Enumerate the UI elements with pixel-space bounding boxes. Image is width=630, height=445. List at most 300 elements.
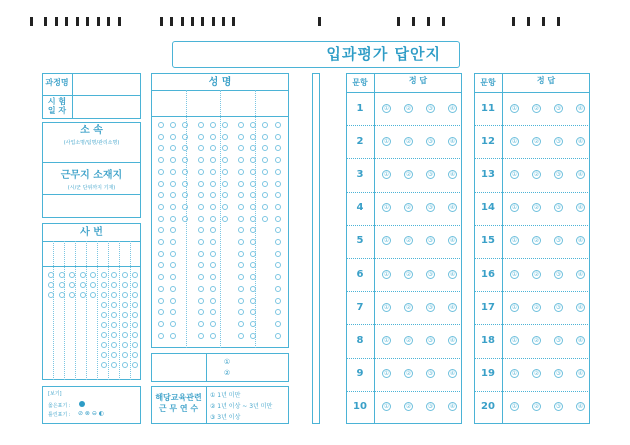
answer-bubble[interactable]: ② (533, 237, 540, 245)
name-bubble[interactable] (158, 286, 164, 292)
employee-no-bubble[interactable] (111, 352, 117, 358)
name-bubble[interactable] (198, 333, 204, 339)
name-bubble[interactable] (158, 204, 164, 210)
timing-mark (55, 17, 58, 26)
name-bubble[interactable] (238, 181, 244, 187)
employee-no-bubble[interactable] (122, 282, 128, 288)
experience-option-3[interactable]: ③ 3년 이상 (210, 414, 241, 421)
answer-bubble[interactable]: ③ (427, 337, 434, 344)
name-bubble[interactable] (250, 333, 256, 339)
answer-bubble[interactable]: ④ (577, 204, 584, 212)
name-bubble[interactable] (262, 122, 268, 128)
answer-bubble[interactable]: ② (533, 171, 540, 178)
name-bubble[interactable] (170, 181, 176, 187)
employee-no-bubble[interactable] (132, 362, 138, 368)
answer-bubble[interactable]: ③ (427, 303, 434, 311)
employee-no-bubble[interactable] (101, 312, 107, 318)
name-bubble[interactable] (222, 204, 228, 210)
employee-no-bubble[interactable] (101, 362, 107, 368)
name-label: 성 명 (208, 77, 232, 88)
answer-bubble[interactable]: ③ (555, 403, 562, 411)
name-bubble[interactable] (250, 286, 256, 292)
name-bubble[interactable] (170, 286, 176, 292)
question-number: 11 (481, 102, 495, 114)
answer-bubble[interactable]: ④ (449, 171, 456, 178)
timing-mark (181, 17, 184, 26)
employee-no-bubble[interactable] (132, 332, 138, 338)
timing-mark (65, 17, 68, 26)
answer-bubble[interactable]: ④ (577, 237, 584, 245)
timing-mark (97, 17, 100, 26)
name-bubble[interactable] (275, 333, 281, 339)
name-bubble[interactable] (170, 216, 176, 222)
name-bubble[interactable] (238, 216, 244, 222)
answer-bubble[interactable]: ② (405, 270, 412, 278)
employee-no-bubble[interactable] (48, 282, 54, 288)
legend-title: [보기] (48, 391, 62, 397)
name-bubble[interactable] (250, 298, 256, 304)
name-bubble[interactable] (158, 333, 164, 339)
answer-bubble[interactable]: ① (383, 104, 390, 112)
employee-no-bubble[interactable] (132, 312, 138, 318)
name-bubble[interactable] (250, 134, 256, 140)
name-bubble[interactable] (210, 286, 216, 292)
answer-bubble[interactable]: ③ (427, 204, 434, 212)
answer-bubble[interactable]: ④ (577, 403, 584, 411)
name-bubble[interactable] (158, 134, 164, 140)
answers-right-num-header: 문항 (480, 78, 496, 87)
name-bubble[interactable] (238, 134, 244, 140)
employee-no-bubble[interactable] (122, 342, 128, 348)
answer-bubble[interactable]: ① (511, 270, 518, 278)
question-number: 17 (481, 301, 495, 313)
answer-bubble[interactable]: ④ (449, 370, 456, 378)
timing-mark (442, 17, 445, 26)
name-bubble[interactable] (170, 122, 176, 128)
name-bubble[interactable] (250, 239, 256, 245)
answers-right-answer-header: 정 답 (536, 76, 556, 85)
name-bubble[interactable] (238, 204, 244, 210)
timing-mark (76, 17, 79, 26)
page-title: 입과평가 답안지 (172, 41, 460, 68)
name-bubble[interactable] (238, 122, 244, 128)
name-bubble[interactable] (210, 169, 216, 175)
name-bubble[interactable] (210, 216, 216, 222)
employee-no-bubble[interactable] (48, 272, 54, 278)
answer-bubble[interactable]: ③ (427, 370, 434, 378)
timing-mark (30, 17, 33, 26)
name-bubble[interactable] (158, 321, 164, 327)
employee-no-bubble[interactable] (101, 292, 107, 298)
answer-bubble[interactable]: ③ (427, 270, 434, 278)
answer-bubble[interactable]: ① (511, 237, 518, 245)
employee-no-bubble[interactable] (122, 302, 128, 308)
timing-mark (107, 17, 110, 26)
answer-bubble[interactable]: ② (533, 137, 540, 145)
employee-no-bubble[interactable] (48, 292, 54, 298)
answer-bubble[interactable]: ③ (555, 370, 562, 378)
name-bubble[interactable] (170, 134, 176, 140)
name-bubble[interactable] (275, 134, 281, 140)
name-bubble[interactable] (198, 181, 204, 187)
employee-no-bubble[interactable] (101, 302, 107, 308)
answer-bubble[interactable]: ④ (449, 204, 456, 212)
legend-correct-label: 옳은표기 : (48, 403, 71, 409)
name-bubble[interactable] (198, 216, 204, 222)
name-bubble[interactable] (275, 169, 281, 175)
answer-bubble[interactable]: ③ (555, 204, 562, 212)
answer-bubble[interactable]: ④ (449, 237, 456, 245)
employee-no-bubble[interactable] (101, 282, 107, 288)
employee-no-bubble[interactable] (122, 362, 128, 368)
course-label: 과정명 (45, 78, 69, 87)
name-bubble[interactable] (182, 181, 188, 187)
answer-bubble[interactable]: ① (511, 204, 518, 212)
name-bubble[interactable] (170, 239, 176, 245)
question-number: 7 (356, 301, 364, 313)
name-bubble[interactable] (198, 122, 204, 128)
name-bubble[interactable] (275, 181, 281, 187)
answer-bubble[interactable]: ② (533, 204, 540, 212)
name-bubble[interactable] (275, 298, 281, 304)
legend-wrong-label: 틀린표기 : (48, 412, 71, 418)
name-bubble[interactable] (158, 122, 164, 128)
timing-mark (397, 17, 400, 26)
answer-bubble[interactable]: ② (533, 104, 540, 112)
employee-no-bubble[interactable] (111, 292, 117, 298)
name-bubble[interactable] (238, 251, 244, 257)
question-number: 16 (481, 268, 495, 280)
answers-left-num-header: 문항 (352, 78, 368, 87)
timing-mark (160, 17, 163, 26)
name-bubble[interactable] (250, 169, 256, 175)
answer-bubble[interactable]: ④ (577, 370, 584, 378)
answer-bubble[interactable]: ③ (555, 137, 562, 145)
name-bubble[interactable] (238, 169, 244, 175)
answer-bubble[interactable]: ③ (427, 104, 434, 112)
name-bubble[interactable] (158, 239, 164, 245)
answer-bubble[interactable]: ② (405, 137, 412, 145)
employee-no-bubble[interactable] (90, 282, 96, 288)
experience-option-2[interactable]: ② 1년 이상 ~ 3년 미만 (210, 403, 273, 410)
employee-no-bubble[interactable] (101, 352, 107, 358)
answer-bubble[interactable]: ② (405, 237, 412, 245)
timing-mark (191, 17, 194, 26)
answer-bubble[interactable]: ① (511, 370, 518, 378)
employee-no-bubble[interactable] (111, 302, 117, 308)
name-bubble[interactable] (170, 251, 176, 257)
employee-no-bubble[interactable] (59, 282, 65, 288)
answer-bubble[interactable]: ① (511, 171, 518, 178)
name-bubble[interactable] (250, 181, 256, 187)
timing-mark (512, 17, 515, 26)
answer-bubble[interactable]: ② (533, 337, 540, 344)
question-number: 12 (481, 135, 495, 147)
name-bubble[interactable] (275, 216, 281, 222)
timing-mark (44, 17, 47, 26)
answer-bubble[interactable]: ④ (449, 337, 456, 344)
answer-bubble[interactable]: ③ (555, 171, 562, 178)
name-bubble[interactable] (210, 134, 216, 140)
name-bubble[interactable] (275, 286, 281, 292)
answer-bubble[interactable]: ① (383, 303, 390, 311)
employee-no-bubble[interactable] (80, 272, 86, 278)
employee-no-bubble[interactable] (111, 362, 117, 368)
question-number: 10 (353, 401, 367, 413)
name-bubble[interactable] (222, 216, 228, 222)
employee-no-bubble[interactable] (59, 272, 65, 278)
name-bubble[interactable] (238, 298, 244, 304)
name-bubble[interactable] (198, 321, 204, 327)
answer-bubble[interactable]: ① (383, 337, 390, 344)
name-bubble[interactable] (182, 134, 188, 140)
question-number: 3 (356, 169, 364, 180)
name-bubble[interactable] (170, 204, 176, 210)
name-bubble[interactable] (262, 216, 268, 222)
name-bubble[interactable] (250, 251, 256, 257)
name-bubble[interactable] (222, 181, 228, 187)
name-bubble[interactable] (275, 321, 281, 327)
employee-no-bubble[interactable] (132, 282, 138, 288)
employee-no-bubble[interactable] (80, 292, 86, 298)
answer-bubble[interactable]: ① (511, 137, 518, 145)
employee-no-bubble[interactable] (111, 322, 117, 328)
employee-no-bubble[interactable] (69, 272, 75, 278)
name-bubble[interactable] (210, 122, 216, 128)
name-bubble[interactable] (158, 181, 164, 187)
employee-no-bubble[interactable] (101, 322, 107, 328)
affiliation-label: 소 속 (80, 125, 103, 136)
name-bubble[interactable] (262, 169, 268, 175)
answer-bubble[interactable]: ④ (449, 403, 456, 411)
answer-bubble[interactable]: ① (511, 104, 518, 112)
employee-no-bubble[interactable] (132, 272, 138, 278)
answer-bubble[interactable]: ② (405, 204, 412, 212)
timing-mark (222, 17, 225, 26)
name-bubble[interactable] (170, 321, 176, 327)
name-bubble[interactable] (262, 134, 268, 140)
name-bubble[interactable] (250, 321, 256, 327)
answer-bubble[interactable]: ③ (427, 137, 434, 145)
answer-bubble[interactable]: ① (511, 337, 518, 344)
answer-bubble[interactable]: ④ (449, 104, 456, 112)
answer-bubble[interactable]: ② (405, 337, 412, 344)
answer-bubble[interactable]: ④ (577, 104, 584, 112)
employee-no-bubble[interactable] (122, 312, 128, 318)
employee-no-bubble[interactable] (122, 352, 128, 358)
answer-bubble[interactable]: ② (405, 104, 412, 112)
gender-option-2[interactable]: ② (223, 369, 231, 377)
name-bubble[interactable] (275, 239, 281, 245)
answer-bubble[interactable]: ③ (555, 270, 562, 278)
employee-no-bubble[interactable] (132, 292, 138, 298)
work-location-note: (시/군 단위까지 기재) (67, 185, 116, 191)
answer-bubble[interactable]: ② (405, 403, 412, 411)
timing-mark (412, 17, 415, 26)
name-bubble[interactable] (275, 122, 281, 128)
name-bubble[interactable] (170, 169, 176, 175)
name-bubble[interactable] (250, 204, 256, 210)
answer-bubble[interactable]: ④ (449, 270, 456, 278)
employee-no-bubble[interactable] (111, 312, 117, 318)
legend-wrong-marks: ⊘ ⊗ ⊖ ◐ (78, 410, 105, 417)
employee-no-bubble[interactable] (122, 292, 128, 298)
name-bubble[interactable] (250, 122, 256, 128)
name-bubble[interactable] (198, 286, 204, 292)
name-bubble[interactable] (210, 239, 216, 245)
answer-bubble[interactable]: ① (383, 171, 390, 178)
name-bubble[interactable] (238, 333, 244, 339)
name-bubble[interactable] (198, 169, 204, 175)
answer-bubble[interactable]: ③ (555, 337, 562, 344)
name-bubble[interactable] (210, 321, 216, 327)
timing-mark (427, 17, 430, 26)
timing-mark (527, 17, 530, 26)
name-bubble[interactable] (198, 298, 204, 304)
answer-bubble[interactable]: ④ (577, 270, 584, 278)
name-bubble[interactable] (198, 134, 204, 140)
name-bubble[interactable] (182, 216, 188, 222)
name-bubble[interactable] (182, 122, 188, 128)
name-bubble[interactable] (222, 122, 228, 128)
answer-bubble[interactable]: ① (383, 403, 390, 411)
answer-bubble[interactable]: ② (405, 171, 412, 178)
employee-no-bubble[interactable] (111, 282, 117, 288)
answer-bubble[interactable]: ③ (427, 237, 434, 245)
name-bubble[interactable] (182, 204, 188, 210)
answer-bubble[interactable]: ④ (577, 171, 584, 178)
employee-no-bubble[interactable] (132, 352, 138, 358)
timing-mark (232, 17, 235, 26)
name-bubble[interactable] (210, 181, 216, 187)
timing-mark (118, 17, 121, 26)
question-number: 13 (481, 169, 495, 180)
answer-bubble[interactable]: ② (533, 303, 540, 311)
employee-no-bubble[interactable] (132, 342, 138, 348)
question-number: 18 (481, 335, 495, 346)
answer-bubble[interactable]: ① (511, 303, 518, 311)
employee-no-bubble[interactable] (69, 292, 75, 298)
timing-mark (318, 17, 321, 26)
employee-no-bubble[interactable] (122, 332, 128, 338)
employee-no-bubble[interactable] (69, 282, 75, 288)
employee-no-bubble[interactable] (59, 292, 65, 298)
exam-date-label: 시 험 일 자 (47, 97, 67, 115)
answer-bubble[interactable]: ② (405, 370, 412, 378)
correct-mark-icon (79, 401, 85, 407)
question-number: 9 (356, 368, 364, 380)
name-bubble[interactable] (262, 204, 268, 210)
name-bubble[interactable] (250, 216, 256, 222)
experience-option-1[interactable]: ① 1년 미만 (210, 392, 241, 399)
name-bubble[interactable] (275, 251, 281, 257)
employee-no-bubble[interactable] (90, 272, 96, 278)
employee-no-bubble[interactable] (132, 302, 138, 308)
answer-bubble[interactable]: ① (383, 370, 390, 378)
employee-no-bubble[interactable] (111, 342, 117, 348)
employee-no-bubble[interactable] (101, 342, 107, 348)
name-bubble[interactable] (210, 251, 216, 257)
employee-no-bubble[interactable] (132, 322, 138, 328)
employee-no-bubble[interactable] (111, 332, 117, 338)
gender-box (151, 353, 289, 382)
answer-bubble[interactable]: ① (511, 403, 518, 411)
question-number: 8 (356, 335, 364, 346)
employee-no-bubble[interactable] (122, 272, 128, 278)
answer-bubble[interactable]: ③ (555, 303, 562, 311)
answer-bubble[interactable]: ② (533, 370, 540, 378)
answer-bubble[interactable]: ④ (577, 303, 584, 311)
gender-option-1[interactable]: ① (223, 358, 231, 366)
name-bubble[interactable] (210, 298, 216, 304)
name-bubble[interactable] (158, 251, 164, 257)
name-bubble[interactable] (158, 216, 164, 222)
employee-no-label: 사 번 (80, 227, 103, 238)
work-location-label: 근무지 소재지 (60, 170, 123, 181)
name-bubble[interactable] (210, 333, 216, 339)
name-bubble[interactable] (170, 298, 176, 304)
name-bubble[interactable] (182, 169, 188, 175)
answer-bubble[interactable]: ④ (577, 337, 584, 344)
answers-left-answer-header: 정 답 (408, 76, 428, 85)
name-bubble[interactable] (158, 298, 164, 304)
separator-strip (312, 73, 320, 424)
affiliation-note: (사업소명/팀명/관리소명) (63, 140, 120, 146)
timing-mark (542, 17, 545, 26)
question-number: 15 (481, 235, 495, 247)
answer-bubble[interactable]: ④ (577, 137, 584, 145)
timing-mark (557, 17, 560, 26)
question-number: 1 (356, 102, 364, 114)
answer-bubble[interactable]: ③ (555, 104, 562, 112)
answer-bubble[interactable]: ③ (427, 403, 434, 411)
question-number: 6 (356, 268, 364, 280)
question-number: 14 (481, 202, 495, 214)
name-bubble[interactable] (238, 321, 244, 327)
name-bubble[interactable] (198, 251, 204, 257)
experience-label: 해당교육관련 근 무 연 수 (155, 393, 202, 414)
answer-bubble[interactable]: ③ (427, 171, 434, 178)
answer-bubble[interactable]: ② (533, 403, 540, 411)
name-bubble[interactable] (170, 333, 176, 339)
answer-bubble[interactable]: ③ (555, 237, 562, 245)
employee-no-bubble[interactable] (80, 282, 86, 288)
name-bubble[interactable] (262, 181, 268, 187)
name-bubble[interactable] (238, 286, 244, 292)
name-bubble[interactable] (222, 169, 228, 175)
answer-bubble[interactable]: ① (383, 270, 390, 278)
answer-bubble[interactable]: ① (383, 137, 390, 145)
employee-no-bubble[interactable] (111, 272, 117, 278)
answer-bubble[interactable]: ① (383, 204, 390, 212)
name-bubble[interactable] (198, 204, 204, 210)
name-bubble[interactable] (238, 239, 244, 245)
employee-no-bubble[interactable] (101, 332, 107, 338)
name-bubble[interactable] (158, 169, 164, 175)
name-bubble[interactable] (275, 204, 281, 210)
answer-bubble[interactable]: ④ (449, 137, 456, 145)
name-bubble[interactable] (198, 239, 204, 245)
name-bubble[interactable] (210, 204, 216, 210)
answer-bubble[interactable]: ② (533, 270, 540, 278)
name-bubble[interactable] (222, 134, 228, 140)
employee-no-bubble[interactable] (122, 322, 128, 328)
employee-no-bubble[interactable] (90, 292, 96, 298)
answer-bubble[interactable]: ② (405, 303, 412, 311)
employee-no-bubble[interactable] (101, 272, 107, 278)
answer-bubble[interactable]: ④ (449, 303, 456, 311)
answer-bubble[interactable]: ① (383, 237, 390, 245)
